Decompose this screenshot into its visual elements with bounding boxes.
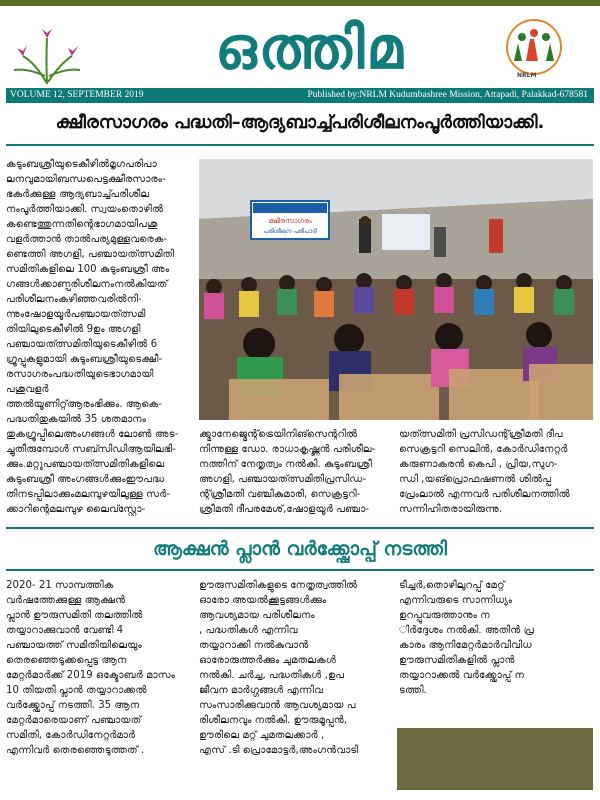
- text-line: മേറ്റർമാർക്ക് 2019 ഒക്ടോബർ മാസം: [6, 670, 176, 681]
- volume-label: VOLUME 12, SEPTEMBER 2019: [10, 90, 144, 100]
- text-line: എന്നിവർ തെരഞ്ഞെടുത്തത് .: [6, 745, 145, 756]
- text-line: കാരം ആനിമേറ്റർമാർവിവിധ: [399, 640, 532, 651]
- article1-headline: ക്ഷീരസാഗരം പദ്ധതി–ആദ്യബാച്ച്പരിശീലനംപൂർത്തിയാക്കി.: [55, 112, 545, 133]
- text-line: ണ്ടെത്തി അഗളി, പഞ്ചായത്ത്സമിതി: [6, 249, 175, 260]
- text-line: കടുംബശ്രീയുടെകീഴിൽമൃഗപരിപാ: [6, 159, 157, 170]
- text-line: ജീവന മാർഗ്ഗങ്ങൾ എന്നിവ: [199, 685, 323, 696]
- text-line: എസ് .ടി പ്രൊമോട്ടർ,അംഗൻവാടി: [199, 745, 359, 756]
- banner-text-1: ക്ഷീരസാഗരം: [268, 217, 312, 225]
- text-line: ിർദ്ദേശം നൽകി. അതിൻ പ്ര: [399, 625, 534, 636]
- text-line: ഊരുസമിതികളുടെ നേതൃത്വത്തിൽ: [199, 580, 358, 591]
- text-line: ഗ്രൂപ്പുകളുമായി കുടുംബശ്രീയുടെക്ഷീ-: [6, 354, 163, 365]
- text-line: പദ്ധതിതുകയിൽ 35 ശതമാനം: [6, 414, 146, 425]
- text-line: ഭകർക്കുള്ള ആദ്യബാച്ച്പരിശീല: [6, 189, 150, 200]
- top-accent-bar: [0, 0, 600, 6]
- text-line: രസാഗരംപദ്ധതിയുടെഭാഗമായി പശുവളർ: [6, 369, 154, 395]
- training-session-photo: [199, 159, 593, 420]
- text-line: വർക്ക്ഷോപ്പ് നടത്തി. 35 ആന: [6, 700, 140, 711]
- text-line: നത്തിന് നേതൃത്വം നൽകി. കുടുംബശ്രീ: [199, 459, 372, 470]
- text-line: വർഷത്തേക്കുള്ള ആക്ഷൻ: [6, 595, 126, 606]
- text-line: ഊരുസമിതികളിൽ പ്ലാൻ: [399, 655, 515, 666]
- text-line: നൽകി. ചർച്ച, പദ്ധതികൾ ,ഉപ: [199, 670, 345, 681]
- text-line: ടീച്ചർ,തൊഴിലുറപ്പ് മേറ്റ്: [399, 580, 505, 591]
- banner-text-2: പരിശീലന പരിപാടി: [263, 228, 317, 235]
- text-line: ശ്രീമതി ദീപരമേശ്,ഷോളയൂർ പഞ്ചാ-: [199, 504, 370, 515]
- text-line: ഓരോ അയൽക്കൂട്ടങ്ങൾക്കും: [199, 595, 327, 606]
- text-line: തുകഗ്രൂപ്പിലെഅംഗങ്ങൾ ലോൺ അട-: [6, 429, 179, 440]
- text-line: ച്ചുതീരുമ്പോൾ സബ്സിഡിആയിലഭി-: [6, 444, 176, 455]
- article2-column-1: [6, 578, 192, 758]
- headline-rule: [6, 144, 594, 146]
- text-line: പഞ്ചായത്ത്സമിതിയുടെകീഴിൽ 6: [6, 339, 158, 350]
- text-line: എന്നിവരുടെ സാന്നിധ്യം: [399, 595, 513, 606]
- article2-column-2: [199, 578, 391, 758]
- text-line: തയ്യാറാക്കി നൽകുവാൻ: [199, 640, 309, 651]
- text-line: സമിതി, കോർഡിനേറ്റർമാർ: [6, 730, 136, 741]
- text-line: വളർത്താൻ താൽപര്യമുള്ളവരെക-: [6, 234, 168, 245]
- article2-headline: ആക്ഷൻ പ്ലാൻ വർക്ക്ഷോപ്പ് നടത്തി: [153, 538, 447, 560]
- text-line: സന്നിഹിതരായിരുന്നു.: [399, 504, 503, 515]
- text-line: പ്രേംലാൽ എന്നവർ പരിശീലനത്തിൽ: [399, 489, 570, 500]
- text-line: ഉറപ്പുവരുത്താനും ന: [399, 610, 490, 621]
- text-line: പരിശീലനംകഴിഞ്ഞവരിൽനി-: [6, 294, 142, 305]
- text-line: സെക്രട്ടറി സെലിൻ, കോർഡിനേറ്റർ: [399, 444, 568, 455]
- article1-mid-column: [199, 427, 391, 517]
- text-line: പ്ലാൻ ഊരുസമിതി തലത്തിൽ: [6, 610, 143, 621]
- text-line: 2020- 21 സാമ്പത്തിക: [6, 580, 114, 591]
- nrlm-logo-label: NRLM: [517, 72, 537, 79]
- text-line: തിനടപ്പിലാക്കുംമലമ്പുഴയിലുള്ള സർ-: [6, 489, 171, 500]
- text-line: പഞ്ചായത്ത് സമിതിയിലെയും: [6, 640, 142, 651]
- article1-right-column: [399, 427, 594, 517]
- article2-column-3: [399, 578, 594, 698]
- section-rule-bottom: [6, 569, 594, 571]
- section-rule-top: [6, 527, 594, 529]
- text-line: ക്ക്മാനേജ്മെന്റ്ട്രെയിനിങ്സെന്ററിൽ: [199, 429, 358, 440]
- text-line: കരുണാകരൻ കെപി , പ്രിയ,സുഗ-: [399, 459, 558, 470]
- text-line: ഓരോരുത്തർക്കും ചുമതലകൾ: [199, 655, 337, 666]
- text-line: നംപൂർത്തിയാക്കി. സ്വയംതൊഴിൽ: [6, 204, 164, 215]
- kudumbashree-flower-logo: [8, 16, 86, 86]
- text-line: 10 തിയതി പ്ലാൻ തയ്യാറാക്കൽ: [6, 685, 147, 696]
- olive-color-block: [397, 728, 593, 790]
- text-line: തിയിലുടെകീഴിൽ 9ഉം അഗളി: [6, 324, 141, 335]
- text-line: ലനവുമായിബന്ധപെട്ടക്ഷീരസാരം-: [6, 174, 166, 185]
- text-line: സമിതികളിലെ 100 കുടുംബശ്രീ അം: [6, 264, 170, 275]
- text-line: ത്തൽയൂണിറ്റ്ആരംഭിക്കും. ആകെ-: [6, 399, 162, 410]
- text-line: ന്ധി ,യങ്പ്രൊഫഷണൽ ശിൽപ്പ: [399, 474, 551, 485]
- publisher-label: Published by:NRLM Kudumbashree Mission, Attapadi, Palakkad-678581: [307, 90, 588, 100]
- text-line: തയ്യാറാക്കൽ വർക്ക്ഷോപ്പ് ന: [399, 670, 525, 681]
- text-line: ന്നുംഷോളയൂർപഞ്ചായത്ത്സമി: [6, 309, 146, 320]
- text-line: ന്റ്ശ്രീമതി വഞ്ചികുമാരി, സെക്രട്ടറി-: [199, 489, 361, 500]
- text-line: യത്ത്സമിതി പ്രസിഡന്റ്ശ്രീമതി ദീപ: [399, 429, 563, 440]
- text-line: ടത്തി.: [399, 685, 427, 696]
- issue-info-bar: [6, 88, 594, 103]
- text-line: നിന്നുള്ള ഡോ. രാധാകൃഷ്ണൻ പരിശീല-: [199, 444, 376, 455]
- text-line: കണ്ടെത്തുന്നതിന്റെഭാഗമായിപശു: [6, 219, 158, 230]
- text-line: സംസാരിക്കുവാൻ ആവശ്യമായ പ: [199, 700, 356, 711]
- text-line: തെരഞ്ഞെടുക്കപ്പെട്ട ആന: [6, 655, 127, 666]
- text-line: മേറ്റർമാരെയാണ് പഞ്ചായത്: [6, 715, 142, 726]
- masthead-title: ഒത്തിമ: [215, 14, 405, 82]
- text-line: ഊരിലെ മറ്റ് ചുമതലക്കാർ ,: [199, 730, 325, 741]
- text-line: ആവശ്യമായ പരിശീലനം: [199, 610, 315, 621]
- text-line: അഗളി, പഞ്ചായത്ത്സമിതിപ്രസിഡ-: [199, 474, 367, 485]
- text-line: ക്കാറിന്റെമലമ്പുഴ ലൈവ്സ്റ്റോ-: [6, 504, 146, 515]
- text-line: കുടുംബശ്രീ അംഗങ്ങൾക്കുംഈപദ്ധ: [6, 474, 165, 485]
- article1-left-column: [6, 157, 192, 517]
- text-line: രിശീലനവും നൽകി. ഊരുമൂപ്പൻ,: [199, 715, 348, 726]
- text-line: ഗങ്ങൾക്കാണ്പരിശീലനംനൽകിയത്: [6, 279, 168, 290]
- text-line: തയ്യാറാക്കുവാൻ വേണ്ടി 4: [6, 625, 124, 636]
- text-line: ക്കും.മറ്റുപഞ്ചായത്ത്സമിതികളിലെ: [6, 459, 165, 470]
- text-line: , പദ്ധതികൾ എന്നിവ: [199, 625, 298, 636]
